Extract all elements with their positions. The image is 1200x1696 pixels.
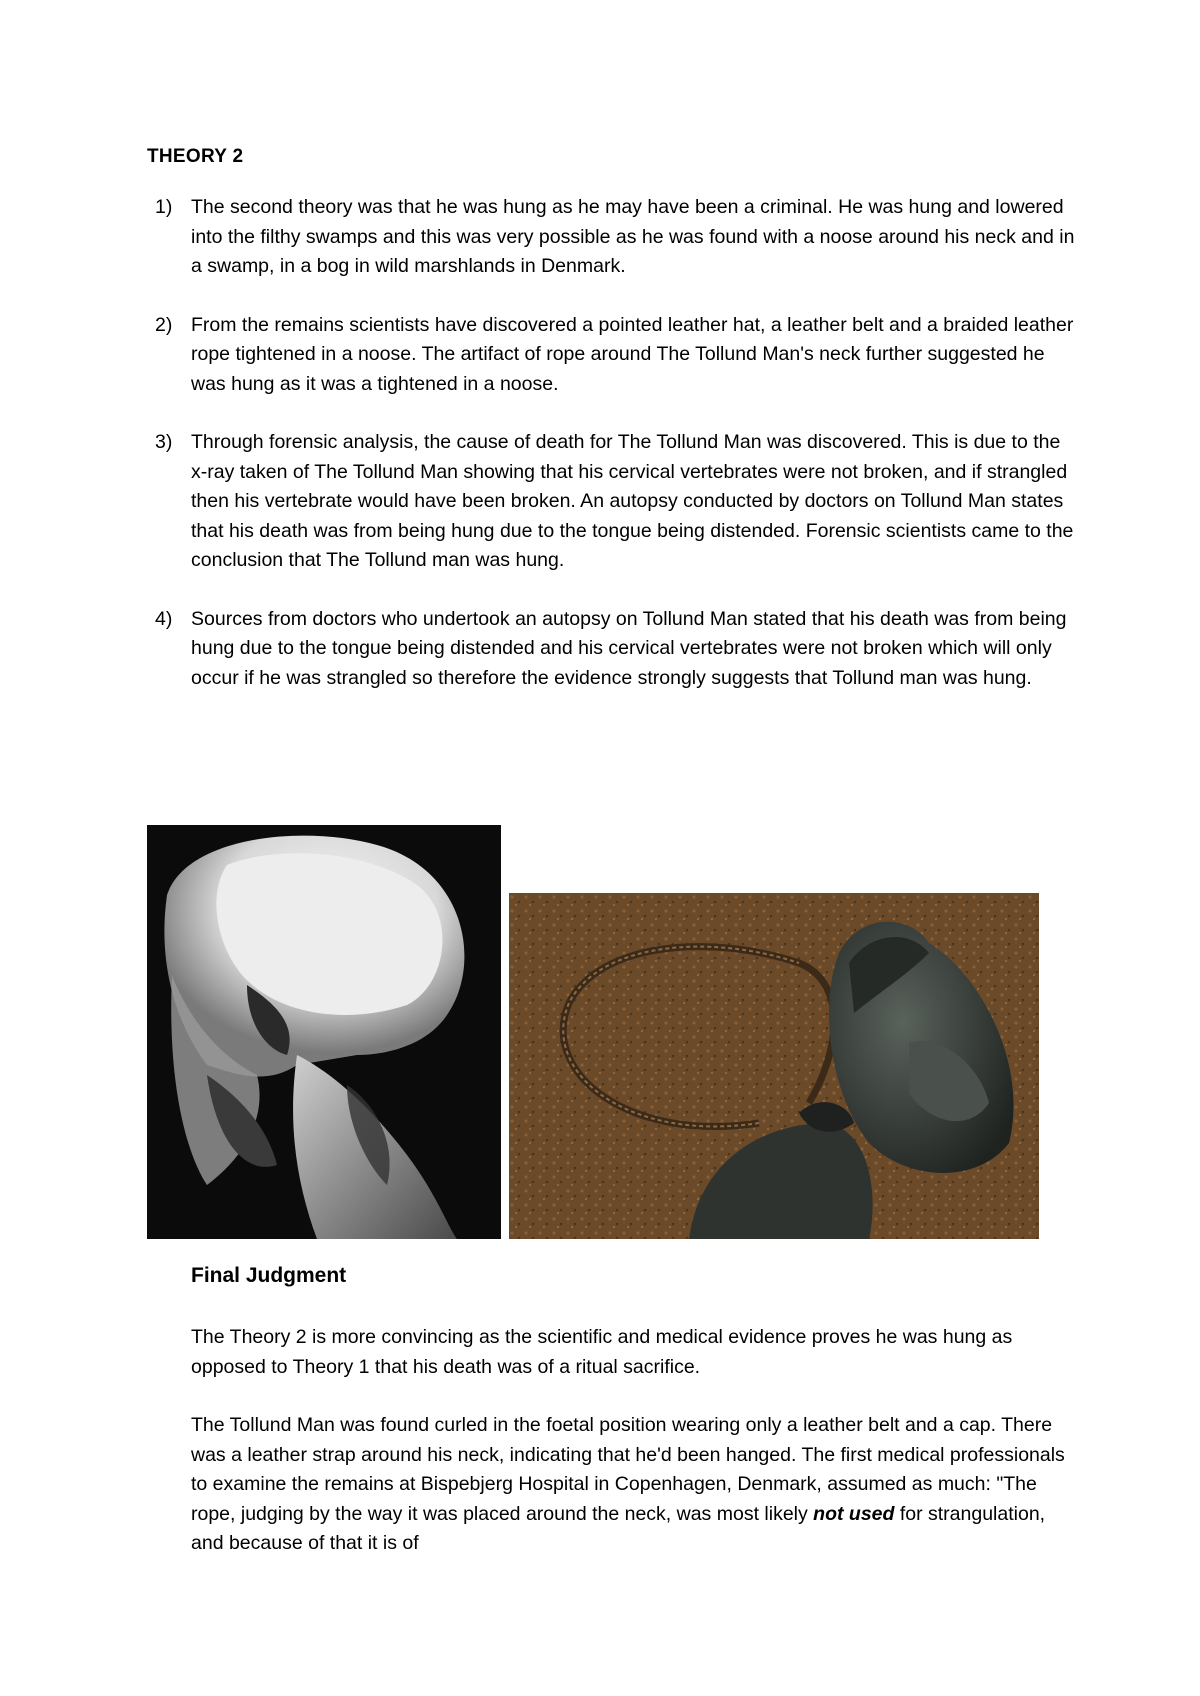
paragraph-text: The Tollund Man was found curled in the foetal position wearing only a leather belt and a cap. There was a leather strap around his neck, indicating that he'd been hanged. The first medical professionals to examine the remains at Bispebjerg Hospital in Copenhagen, Denmark, assumed as much: "The rope, judging by the way it was placed around the neck, was most likely (191, 1414, 1065, 1525)
list-text: From the remains scientists have discovered a pointed leather hat, a leather belt and a braided leather rope tightened in a noose. The artifact of rope around The Tollund Man's neck further suggested he was hung as it was a tightened in a noose. (191, 313, 1074, 395)
list-text: Through forensic analysis, the cause of death for The Tollund Man was discovered. This is due to the x-ray taken of The Tollund Man showing that his cervical vertebrates were not broken, and if strangled then his vertebrate would have been broken. An autopsy conducted by doctors on Tollund Man states that his death was from being hung due to the tongue being distended. Forensic scientists came to the conclusion that The Tollund man was hung. (191, 431, 1074, 571)
xray-skull-image (147, 825, 501, 1239)
final-paragraph-1: The Theory 2 is more convincing as the scientific and medical evidence proves he was hung as opposed to Theory 1 that his death was of a ritual sacrifice. (191, 1326, 1013, 1378)
list-item (147, 605, 1077, 694)
list-number: 2) (155, 313, 173, 336)
section-heading: THEORY 2 (147, 146, 244, 167)
emphasis-text: not used (813, 1502, 895, 1525)
final-paragraph-2 (191, 1411, 1071, 1559)
paragraph-text: for strangulation, and because of that it is of (191, 1502, 1046, 1554)
list-item (147, 311, 1077, 400)
evidence-list (147, 193, 1077, 722)
list-item (147, 193, 1077, 282)
tollund-man-photo (509, 893, 1039, 1239)
list-text: Sources from doctors who undertook an autopsy on Tollund Man stated that his death was from being hung due to the tongue being distended and his cervical vertebrates were not broken which will only occur if he was strangled so therefore the evidence strongly suggests that Tollund man was hung. (191, 607, 1067, 689)
list-number: 4) (155, 607, 173, 630)
list-number: 1) (155, 196, 173, 218)
list-number: 3) (155, 431, 173, 453)
list-text: The second theory was that he was hung as he may have been a criminal. He was hung and lowered into the filthy swamps and this was very possible as he was found with a noose around his neck and in a swamp, in a bog in wild marshlands in Denmark. (191, 196, 1075, 277)
list-item (147, 428, 1077, 576)
image-row (147, 825, 1040, 1239)
final-judgment-heading: Final Judgment (191, 1264, 347, 1287)
